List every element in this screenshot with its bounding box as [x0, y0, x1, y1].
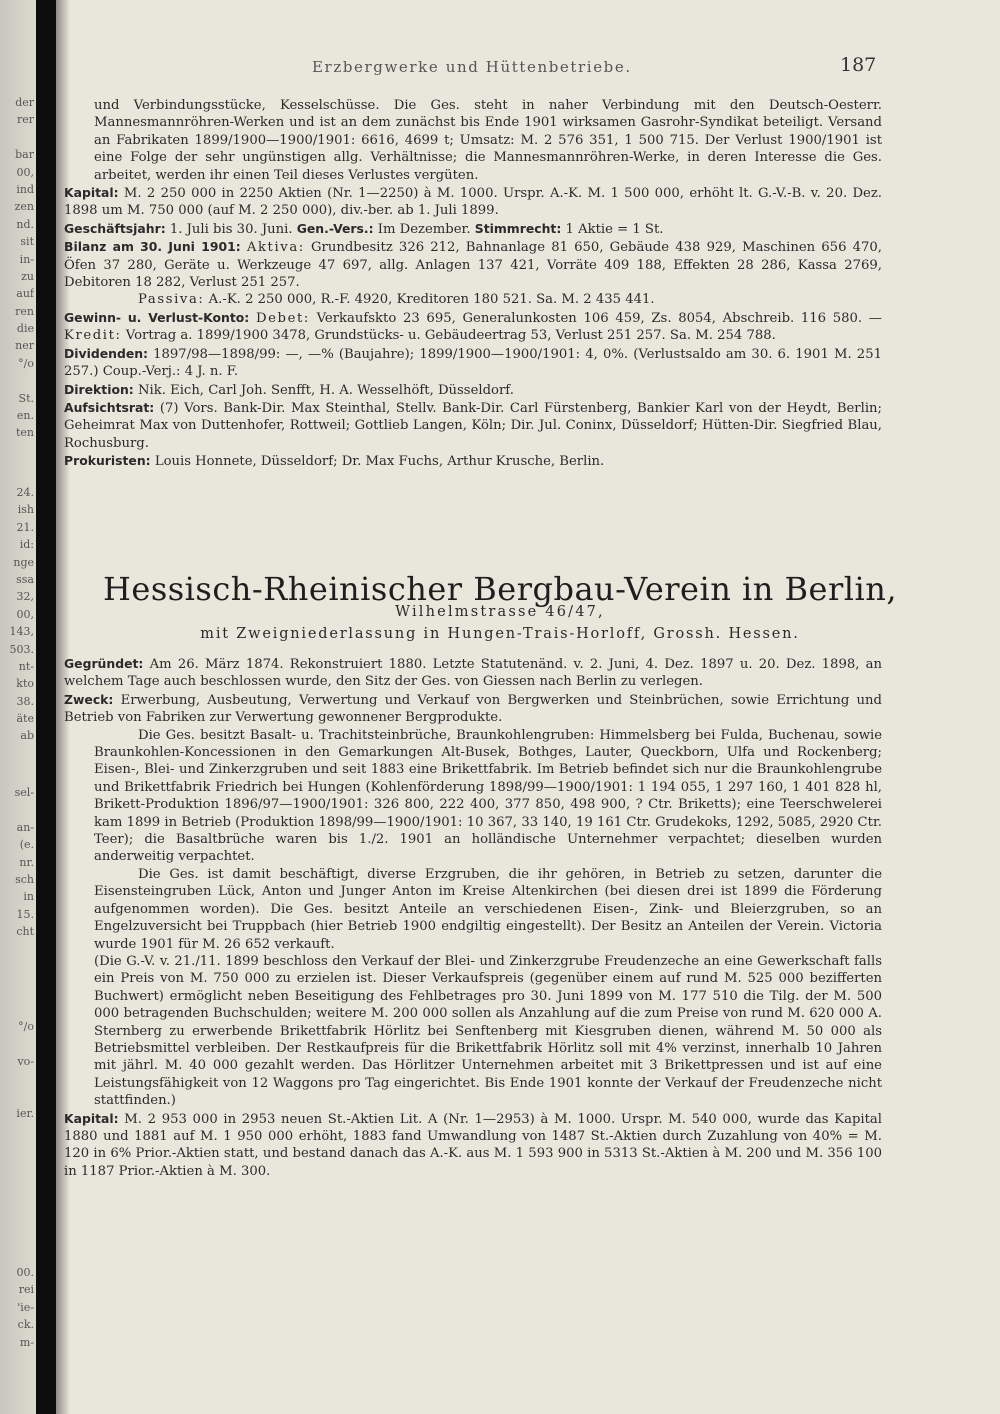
margin-fragment: ab [20, 729, 34, 743]
company-branch: mit Zweigniederlassung in Hungen-Trais-Horloff, Grossh. Hessen. [200, 626, 800, 642]
margin-fragment: 15. [16, 907, 34, 921]
gv-label: Gewinn- u. Verlust-Konto: [64, 309, 250, 325]
margin-fragment: °/o [18, 1020, 34, 1033]
bilanz-paragraph [64, 238, 882, 291]
margin-fragment: an- [16, 820, 34, 834]
margin-fragment [0, 372, 34, 389]
zweck-paragraph [64, 691, 882, 727]
gegruendet-paragraph [64, 655, 882, 691]
company-title: Hessisch-Rheinischer Bergbau-Verein in Berlin, [102, 570, 898, 608]
kredit-word: Kredit: [64, 328, 122, 344]
margin-fragment [0, 1035, 34, 1052]
bilanz-text: Grundbesitz 326 212, Bahnanlage 81 650, Gebäude 438 929, Maschinen 656 470, Öfen 37 280, Geräte u. Werkzeuge 47 697, allg. Anlagen 137 421, Vorräte 409 188, Effekten 28 286, Kassa 2769, Debitoren 18 282, Verlust 251 257. [64, 240, 882, 291]
zweck-label: Zweck: [64, 691, 114, 707]
prokuristen-label: Prokuristen: [64, 453, 151, 469]
stimmrecht-text: 1 Aktie = 1 St. [565, 221, 664, 237]
margin-fragment [0, 801, 34, 818]
bilanz-label: Bilanz am 30. Juni 1901: [64, 239, 241, 255]
previous-company-entry [64, 97, 882, 471]
debet-word: Debet: [255, 310, 310, 326]
margin-fragment: sel- [14, 786, 34, 799]
margin-fragment: sit [20, 235, 34, 249]
margin-fragment: 00. [16, 1266, 34, 1279]
aufsichtsrat-text: (7) Vors. Bank-Dir. Max Steinthal, Stellv. Bank-Dir. Carl Fürstenberg, Bankier Karl von der Heydt, Berlin; Geheimrat Max von Duttenhofer, Rottweil; Gottlieb Langen, Köln; Dir. Jul. Coninx, Düsseldorf; Hütten-Dir. Siegfried Blau, Rochusburg. [64, 400, 882, 451]
margin-fragment: °/o [18, 356, 34, 370]
company-address: Wilhelmstrasse 46/47, [395, 604, 605, 620]
margin-fragment: ind [16, 182, 34, 196]
margin-fragment: rer [16, 113, 34, 127]
margin-fragment: 143, [9, 625, 34, 639]
margin-fragment: 00, [16, 607, 34, 621]
margin-fragment: ren [15, 304, 34, 318]
margin-fragment [0, 129, 34, 146]
margin-fragment: id: [19, 538, 34, 552]
margin-fragment: m- [19, 1335, 34, 1349]
direktion-label: Direktion: [64, 381, 134, 397]
gegruendet-label: Gegründet: [64, 656, 144, 671]
margin-fragment: 32, [16, 590, 34, 604]
direktion-text: Nik. Eich, Carl Joh. Senfft, H. A. Wesselhöft, Düsseldorf. [137, 382, 514, 398]
margin-fragment: vo- [17, 1054, 34, 1068]
margin-fragment [0, 1088, 34, 1105]
sale-paragraph: (Die G.-V. v. 21./11. 1899 beschloss den Verkauf der Blei- und Zinkerzgrube Freudenzeche an eine Gewerkschaft falls ein Preis von M. 750 000 zu erzielen ist. Dieser Verkaufspreis (gegenüber einem auf rund M. 525 000 bezifferten Buchwert) ermöglicht neben Beseitigung des Fehlbetrages pro 30. Juni 1899 von M. 177 510 die Tilg. der M. 500 000 betragenden Buchschulden; weitere M. 200 000 sollen als Anzahlung auf die zum Preise von rund M. 620 000 A. Sternberg zu erwerbende Brikettfabrik Hörlitz bei Senftenberg mit Kiesgruben dienen, während M. 50 000 als Betriebsmittel verbleiben. Der Restkaufpreis für die Brikettfabrik Hörlitz soll mit 4% verzinst, innerhalb 10 Jahren mit jährl. M. 40 000 gezahlt werden. Das Hörlitzer Unternehmen arbeitet mit 3 Brikettpressen und ist auf eine Leistungsfähigkeit von 12 Waggons pro Tag eingerichtet. Bis Ende 1901 konnte der Verkauf der Freudenzeche nicht stattfinden.) [94, 953, 882, 1109]
prokuristen-text: Louis Honnete, Düsseldorf; Dr. Max Fuchs, Arthur Krusche, Berlin. [154, 454, 605, 470]
dividenden-paragraph [64, 345, 882, 381]
operations-paragraph: Die Ges. ist damit beschäftigt, diverse Erzgruben, die ihr gehören, in Betrieb zu setzen, darunter die Eisensteingruben Lück, Anton und Junger Anton im Kreise Altenkirchen (bei diesen drei ist 1899 die Förderung aufgenommen worden). Die Ges. besitzt Anteile an verschiedenen Eisen-, Zink- und Bleierzgruben, so an Engelzuversicht bei Truppbach (hier Betrieb 1900 endgiltig eingestellt). Der Besitz an Anteilen der Verein. Victoria wurde 1901 für M. 26 652 verkauft. [94, 866, 882, 952]
adjacent-page-fragments [0, 94, 34, 442]
zweck-text: Erwerbung, Ausbeutung, Verwertung und Verkauf von Bergwerken und Steinbrüchen, sowie Errichtung und Betrieb von Fabriken zur Verwertung gewonnener Bergprodukte. [64, 692, 882, 726]
margin-fragment: in [23, 890, 34, 904]
margin-fragment: St. [18, 391, 34, 405]
margin-fragment: nd. [16, 217, 34, 231]
company-kapital-text: M. 2 953 000 in 2953 neuen St.-Aktien Lit. A (Nr. 1—2953) à M. 1000. Urspr. M. 540 000, wurde das Kapital 1880 und 1881 auf M. 1 950 000 erhöht, 1883 fand Umwandlung von 1487 St.-Aktien durch Zuzahlung von 40% = M. 120 in 6% Prior.-Aktien statt, und bestand danach das A.-K. aus M. 1 593 900 in 5313 St.-Aktien à M. 200 und M. 356 100 in 1187 Prior.-Aktien à M. 300. [64, 1111, 882, 1179]
gegruendet-text: Am 26. März 1874. Rekonstruiert 1880. Letzte Statutenänd. v. 2. Juni, 4. Dez. 1897 u. 20. Dez. 1898, an welchem Tage auch beschlossen wurde, den Sitz der Ges. von Giessen nach Berlin zu verlegen. [64, 657, 882, 690]
prokuristen-paragraph [64, 452, 882, 470]
aktiva-word: Aktiva: [246, 240, 305, 256]
margin-fragment: 503. [9, 642, 34, 656]
company-entry [64, 655, 882, 1180]
adjacent-page-fragments [0, 1264, 34, 1351]
margin-fragment: nr. [19, 855, 34, 869]
dividenden-label: Dividenden: [64, 345, 148, 361]
running-title: Erzbergwerke und Hüttenbetriebe. [312, 58, 632, 76]
margin-fragment: nt- [18, 659, 34, 673]
passiva-paragraph [64, 291, 882, 308]
genvers-text: Im Dezember. [377, 221, 471, 237]
aufsichtsrat-label: Aufsichtsrat: [64, 399, 155, 415]
margin-fragment: 'ie- [17, 1300, 34, 1314]
page-number: 187 [840, 54, 877, 76]
direktion-paragraph [64, 381, 882, 399]
geschaeftsjahr-text: 1. Juli bis 30. Juni. [169, 221, 293, 237]
kapital-text: M. 2 250 000 in 2250 Aktien (Nr. 1—2250) à M. 1000. Urspr. A.-K. M. 1 500 000, erhöht lt. G.-V.-B. v. 20. Dez. 1898 um M. 750 000 (auf M. 2 250 000), div.-ber. ab 1. Juli 1899. [64, 186, 882, 219]
margin-fragment: in- [19, 252, 34, 266]
binding-gutter [36, 0, 56, 1414]
margin-fragment: ten [15, 426, 34, 440]
business-paragraph: und Verbindungsstücke, Kesselschüsse. Die Ges. steht in naher Verbindung mit den Deutsch-Oesterr. Mannesmannröhren-Werken und ist an dem zunächst bis Ende 1901 wirksamen Gasrohr-Syndikat beteiligt. Versand an Fabrikaten 1899/1900—1900/1901: 6616, 4699 t; Umsatz: M. 2 576 351, 1 500 715. Der Verlust 1900/1901 ist eine Folge der sehr ungünstigen allg. Verhältnisse; die Mannesmannröhren-Werke, in deren Interesse die Ges. arbeitet, werden ihr einen Teil dieses Verlustes vergüten. [94, 98, 882, 183]
margin-fragment: zu [21, 269, 34, 283]
gv-text-1: Verkaufskto 23 695, Generalunkosten 106 459, Zs. 8054, Abschreib. 116 580. — [316, 310, 882, 326]
stimmrecht-label: Stimmrecht: [474, 220, 562, 236]
margin-fragment: cht [16, 925, 34, 939]
margin-fragment: ner [15, 339, 34, 353]
genvers-label: Gen.-Vers.: [296, 220, 374, 236]
company-kapital-paragraph [64, 1110, 882, 1181]
margin-fragment: 21. [16, 520, 34, 534]
aufsichtsrat-paragraph [64, 399, 882, 452]
margin-fragment: (e. [19, 838, 34, 852]
kapital-paragraph [64, 184, 882, 220]
meeting-paragraph [64, 220, 882, 238]
passiva-word: Passiva: [138, 292, 205, 308]
margin-fragment: auf [16, 287, 34, 301]
margin-fragment: der [15, 96, 34, 109]
adjacent-page-fragments [0, 784, 34, 941]
margin-fragment: en. [16, 409, 34, 423]
margin-fragment: 24. [16, 486, 34, 499]
margin-fragment: 00, [16, 165, 34, 179]
margin-fragment: ssa [16, 572, 34, 586]
margin-fragment: die [16, 322, 34, 336]
margin-fragment: zen [14, 200, 34, 214]
margin-fragment: nge [13, 555, 34, 569]
margin-fragment: bar [15, 148, 34, 162]
margin-fragment: rei [18, 1283, 34, 1297]
gv-text-2: Vortrag a. 1899/1900 3478, Grundstücks- u. Gebäudeertrag 53, Verlust 251 257. Sa. M. 254 788. [125, 328, 776, 344]
assets-paragraph: Die Ges. besitzt Basalt- u. Trachitsteinbrüche, Braunkohlengruben: Himmelsberg bei Fulda, Buchenau, sowie Braunkohlen-Koncessionen in den Gemarkungen Alt-Busek, Bothges, Lauter, Queckborn, Ulfa und Rockenberg; Eisen-, Blei- und Zinkerzgruben und seit 1883 eine Brikettfabrik. Im Betrieb befindet sich nur die Braunkohlengrube und Brikettfabrik Friedrich bei Hungen (Kohlenförderung 1898/99—1900/1901: 1 194 055, 1 297 160, 1 401 828 hl, Brikett-Produktion 1896/97—1900/1901: 326 800, 222 400, 377 850, 498 900, ? Ctr. Briketts); eine Teerschwelerei kam 1899 in Betrieb (Produktion 1898/99—1900/1901: 10 367, 33 140, 19 161 Ctr. Grudekoks, 1292, 5085, 2920 Ctr. Teer); die Basaltbrüche waren bis 1./2. 1901 an holländische Unternehmer verpachtet; dieselben wurden anderweitig verpachtet. [94, 727, 882, 865]
margin-fragment: 38. [16, 694, 34, 708]
company-kapital-label: Kapital: [64, 1110, 119, 1126]
geschaeftsjahr-label: Geschäftsjahr: [64, 220, 166, 236]
margin-fragment: ier. [16, 1106, 34, 1120]
margin-fragment: ck. [17, 1318, 34, 1332]
margin-fragment: äte [16, 712, 34, 726]
gewinn-verlust-paragraph [64, 309, 882, 345]
margin-fragment: sch [15, 872, 34, 886]
margin-fragment [0, 1070, 34, 1087]
margin-fragment: kto [16, 677, 34, 691]
adjacent-page-fragments [0, 1018, 34, 1122]
margin-fragment: ish [17, 503, 34, 517]
dividenden-text: 1897/98—1898/99: —, —% (Baujahre); 1899/1900—1900/1901: 4, 0%. (Verlustsaldo am 30. 6. 1901 M. 251 257.) Coup.-Verj.: 4 J. n. F. [64, 346, 882, 380]
passiva-text: A.-K. 2 250 000, R.-F. 4920, Kreditoren 180 521. Sa. M. 2 435 441. [208, 292, 655, 308]
kapital-label: Kapital: [64, 185, 119, 201]
